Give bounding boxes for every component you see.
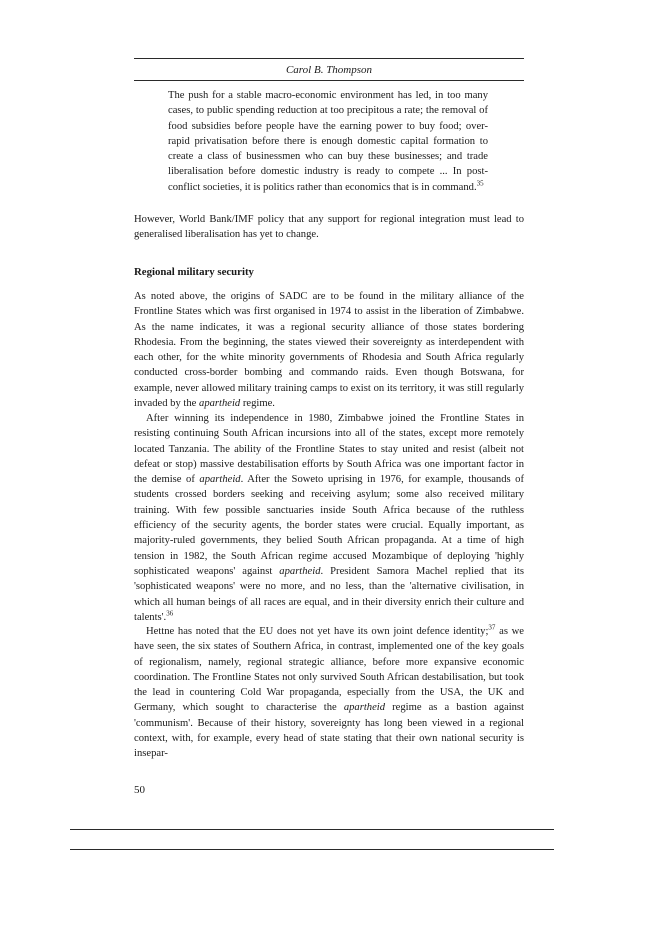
block-quote-text: The push for a stable macro-economic environment has led, in too many cases, to public spending reduction at too precipitous a rate; the removal of food subsidies before people have the earning power to buy food; over-rapid privatisation before there is enough domestic capital formation to create a class of businessmen who can buy these businesses; and trade liberalisation before domestic industry is ready to compete ... In post-conflict societies, it is politics rather than economics that is in command. [168, 90, 488, 193]
paragraph-3-text-a: Hettne has noted that the EU does not yet have its own joint defence identity; [146, 626, 489, 637]
header-rule-top [134, 58, 524, 59]
running-header: Carol B. Thompson [285, 64, 373, 76]
italic-term: apartheid [199, 398, 241, 410]
paragraph-1 [134, 289, 524, 411]
paragraph-2-text-a: After winning its independence in 1980, Zimbabwe joined the Frontline States in resisting continuing South African incursions into all of the states, except more remotely located Tanzania. The ability of the Frontline States to stay united and resist (albeit not defeat or stop) massive destabilisation efforts by South Africa was one important factor in the demise of [134, 413, 524, 486]
footer-rule-bottom [70, 849, 554, 850]
paragraph-2-text-b: . After the Soweto uprising in 1976, for example, thousands of students crossed borders seeking and receiving asylum; some also received military training. With few possible sanctuaries inside South Africa because of the ruthless efficiency of the security agents, the border states were crucial. Equally important, as majority-ruled governments, they belied South African propaganda. At a time of high tension in 1982, the South African regime accused Mozambique of deploying 'highly sophisticated weapons' against [134, 474, 524, 577]
paragraph-3-text-c: regime as a bastion against 'communism'. Because of their history, sovereignty has long been viewed in a regional context, with, for example, every head of state stating that their own national security is insepar- [134, 702, 525, 760]
paragraph-after-quote: However, World Bank/IMF policy that any support for regional integration must lead to generalised liberalisation has yet to change. [134, 214, 524, 241]
footer-rule-top [70, 829, 554, 830]
block-quote [168, 88, 488, 195]
header-rule-bottom [134, 80, 524, 81]
paragraph-3-text-b: as we have seen, the six states of Southern Africa, in contrast, implemented one of the key goals of regionalism, namely, regional strategic alliance, before more expansive economic coordination. The Frontline States not only survived South African destabilisation, but took the lead in countering Cold War propaganda, especially from the USA, the UK and Germany, which sought to characterise the [134, 626, 524, 714]
page-number: 50 [134, 784, 145, 796]
paragraph-2-text-c: . President Samora Machel replied that its 'sophisticated weapons' were no more, and no less, than the 'alternative civilisation, in which all human beings of all races are equal, and in their diversity enrich their culture and talents'. [134, 565, 524, 623]
footnote-marker: 35 [476, 179, 484, 188]
italic-term: apartheid [343, 702, 386, 714]
italic-term: apartheid [279, 565, 321, 577]
section-heading: Regional military security [134, 266, 254, 278]
paragraph-1-end: regime. [240, 398, 275, 410]
italic-term: apartheid [199, 474, 241, 486]
paragraph-3 [134, 624, 524, 762]
footnote-marker: 36 [166, 609, 174, 618]
paragraph-2 [134, 411, 524, 625]
paragraph-1-text: As noted above, the origins of SADC are to be found in the military alliance of the Frontline States which was first organised in 1974 to assist in the liberation of Zimbabwe. As the name indicates, it was a regional security alliance of those states bordering Rhodesia. From the beginning, the states viewed their sovereignty as interdependent with each other, for the white minority governments of Rhodesia and South Africa regularly conducted cross-border bombing and commando raids. Even though Botswana, for example, never allowed military training camps to exist on its territory, it was still regularly invaded by the [134, 291, 524, 410]
footnote-marker: 37 [488, 623, 496, 632]
